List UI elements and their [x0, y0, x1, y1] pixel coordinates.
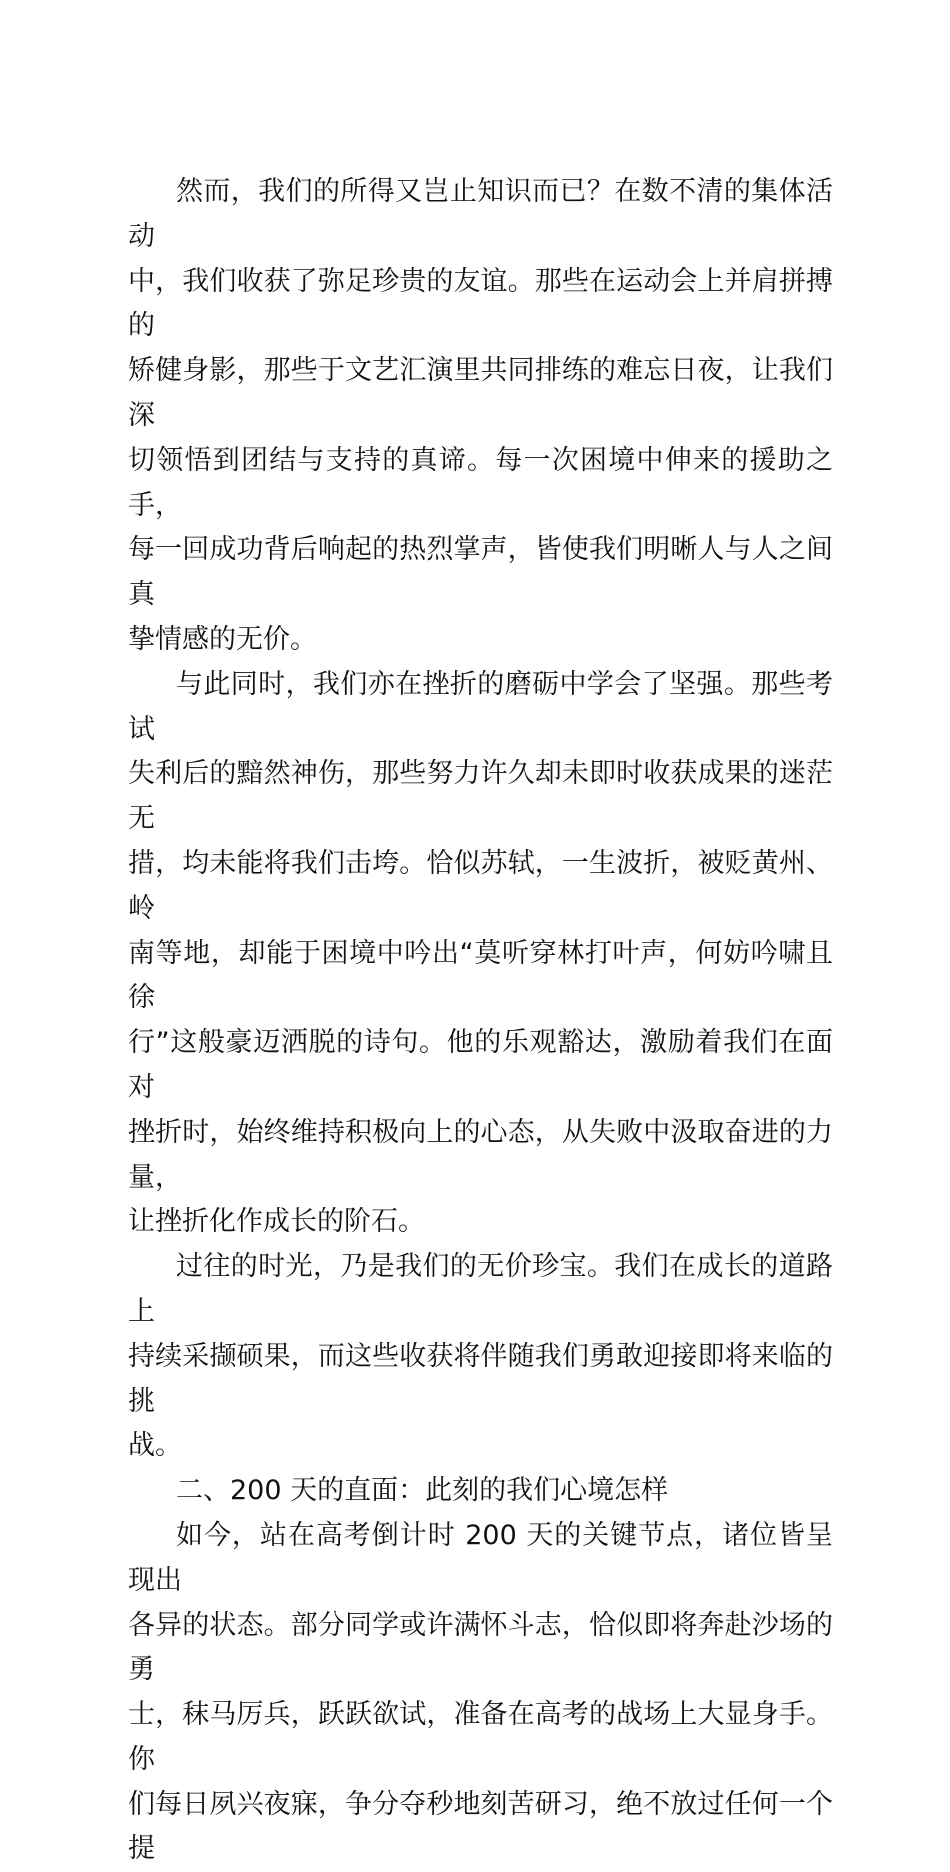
paragraph-past-time: 过往的时光，乃是我们的无价珍宝。我们在成长的道路上 持续采撷硕果，而这些收获将伴随我们勇敢迎接即将来临的挑 战。	[128, 1251, 833, 1462]
paragraph-setbacks: 与此同时，我们亦在挫折的磨砺中学会了坚强。那些考试 失利后的黯然神伤，那些努力许久却未即时收获成果的迷茫无 措，均未能将我们击垮。恰似苏轼，一生波折，被贬黄州、岭 南等地，却能于困境中吟出“莫听穿林打叶声，何妨吟啸且徐 行”这般豪迈洒脱的诗句。他的乐观豁达，激励着我们在面对 挫折时，始终维持积极向上的心态，从失败中汲取奋进的力量， 让挫折化作成长的阶石。	[128, 668, 833, 1238]
document-body	[128, 170, 833, 1872]
paragraph-current-state: 如今，站在高考倒计时 200 天的关键节点，诸位皆呈现出 各异的状态。部分同学或许满怀斗志，恰似即将奔赴沙场的勇 士，秣马厉兵，跃跃欲试，准备在高考的战场上大显身手。你 们每日夙兴夜寐，争分夺秒地刻苦研习，绝不放过任何一个提	[128, 1519, 833, 1865]
section-heading: 二、200 天的直面：此刻的我们心境怎样	[176, 1475, 669, 1507]
paragraph-friendship: 然而，我们的所得又岂止知识而已？在数不清的集体活动 中，我们收获了弥足珍贵的友谊。那些在运动会上并肩拼搏的 矫健身影，那些于文艺汇演里共同排练的难忘日夜，让我们深 切领悟到团结与支持的真谛。每一次困境中伸来的援助之手， 每一回成功背后响起的热烈掌声，皆使我们明晰人与人之间真 挚情感的无价。	[128, 176, 833, 655]
